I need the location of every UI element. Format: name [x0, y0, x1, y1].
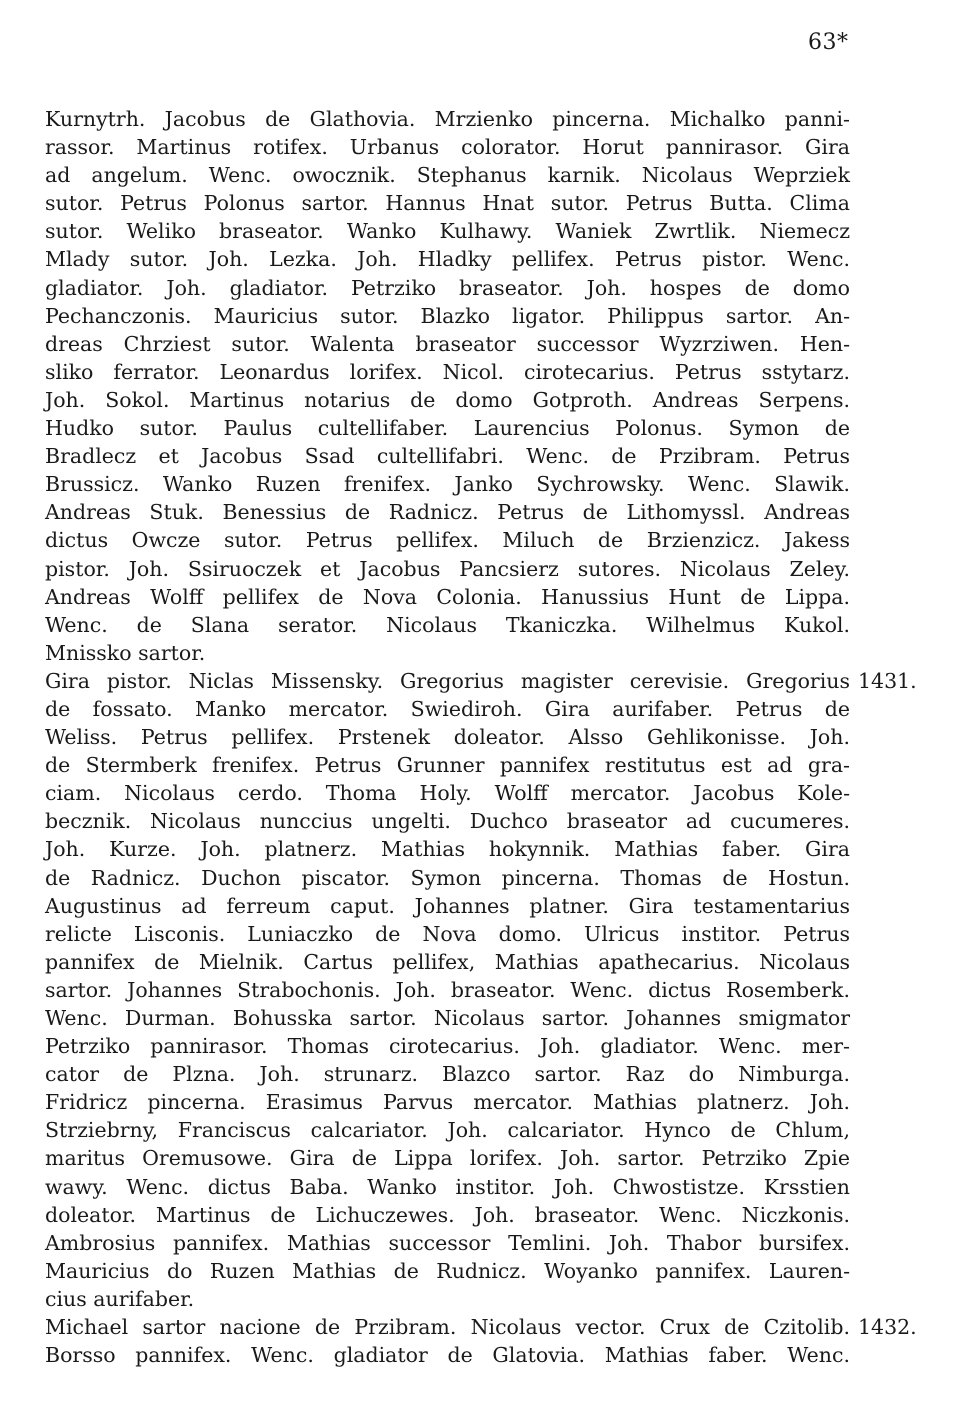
text-line [45, 217, 850, 245]
line-text: cius aurifaber. [45, 1286, 195, 1311]
text-line [45, 1257, 850, 1285]
text-line [45, 779, 850, 807]
text-line [45, 386, 850, 414]
line-text: dreas Chrziest sutor. Walenta braseator successor Wyzrziwen. Hen- [45, 331, 850, 356]
text-line [45, 470, 850, 498]
text-line [45, 807, 850, 835]
line-text: Wenc. de Slana serator. Nicolaus Tkaniczka. Wilhelmus Kukol. [45, 612, 850, 637]
line-text: Brussicz. Wanko Ruzen frenifex. Janko Sychrowsky. Wenc. Slawik. [45, 472, 850, 497]
line-text: relicte Lisconis. Luniaczko de Nova domo. Ulricus institor. Petrus [45, 921, 850, 946]
line-text: doleator. Martinus de Lichuczewes. Joh. braseator. Wenc. Niczkonis. [45, 1202, 850, 1227]
line-text: pannifex de Mielnik. Cartus pellifex, Mathias apathecarius. Nicolaus [45, 949, 850, 974]
line-text: rassor. Martinus rotifex. Urbanus colorator. Horut pannirasor. Gira [45, 135, 850, 160]
page-number: 63* [808, 30, 849, 55]
text-line [45, 639, 850, 667]
text-line [45, 751, 850, 779]
text-line [45, 1032, 850, 1060]
line-text: sutor. Petrus Polonus sartor. Hannus Hnat sutor. Petrus Butta. Clima [45, 191, 850, 216]
text-line [45, 723, 850, 751]
text-line [45, 864, 850, 892]
line-text: sutor. Weliko braseator. Wanko Kulhawy. Waniek Zwrtlik. Niemecz [45, 219, 850, 244]
margin-year: 1431. [858, 668, 917, 693]
line-text: sartor. Johannes Strabochonis. Joh. braseator. Wenc. dictus Rosemberk. [45, 977, 850, 1002]
line-text: Pechanczonis. Mauricius sutor. Blazko ligator. Philippus sartor. An- [45, 303, 850, 328]
text-line [45, 1341, 850, 1369]
text-line [45, 1285, 850, 1313]
line-text: Augustinus ad ferreum caput. Johannes platner. Gira testamentarius [45, 893, 850, 918]
text-line [45, 189, 850, 217]
text-line [45, 1313, 917, 1341]
line-text: Mlady sutor. Joh. Lezka. Joh. Hladky pellifex. Petrus pistor. Wenc. [45, 247, 850, 272]
line-text: Joh. Sokol. Martinus notarius de domo Gotproth. Andreas Serpens. [45, 387, 850, 412]
line-text: Petrziko pannirasor. Thomas cirotecarius. Joh. gladiator. Wenc. mer- [45, 1034, 850, 1059]
text-line [45, 611, 850, 639]
text-line [45, 1116, 850, 1144]
line-text: ciam. Nicolaus cerdo. Thoma Holy. Wolff mercator. Jacobus Kole- [45, 781, 850, 806]
text-line [45, 414, 850, 442]
text-line [45, 667, 917, 695]
line-text: Mauricius do Ruzen Mathias de Rudnicz. Woyanko pannifex. Lauren- [45, 1258, 850, 1283]
line-text: de Radnicz. Duchon piscator. Symon pincerna. Thomas de Hostun. [45, 865, 850, 890]
text-line [45, 442, 850, 470]
text-line [45, 105, 850, 133]
line-text: dictus Owcze sutor. Petrus pellifex. Miluch de Brzienzicz. Jakess [45, 528, 850, 553]
margin-year: 1432. [858, 1315, 917, 1340]
line-text: Weliss. Petrus pellifex. Prstenek doleator. Alsso Gehlikonisse. Joh. [45, 725, 850, 750]
text-line [45, 583, 850, 611]
text-line [45, 330, 850, 358]
text-line [45, 948, 850, 976]
text-line [45, 835, 850, 863]
line-text: cator de Plzna. Joh. strunarz. Blazco sartor. Raz do Nimburga. [45, 1062, 850, 1087]
line-text: Andreas Wolff pellifex de Nova Colonia. Hanussius Hunt de Lippa. [45, 584, 850, 609]
text-line [45, 1144, 850, 1172]
text-line [45, 1201, 850, 1229]
text-line [45, 1088, 850, 1116]
line-text: Joh. Kurze. Joh. platnerz. Mathias hokynnik. Mathias faber. Gira [45, 837, 850, 862]
text-line [45, 555, 850, 583]
text-line [45, 1004, 850, 1032]
text-line [45, 245, 850, 273]
line-text: Hudko sutor. Paulus cultellifaber. Laurencius Polonus. Symon de [45, 416, 850, 441]
text-line [45, 695, 850, 723]
line-text: Gira pistor. Niclas Missensky. Gregorius magister cerevisie. Gregorius [45, 668, 850, 693]
line-text: gladiator. Joh. gladiator. Petrziko braseator. Joh. hospes de domo [45, 275, 850, 300]
text-line [45, 161, 850, 189]
line-text: becznik. Nicolaus nunccius ungelti. Duchco braseator ad cucumeres. [45, 809, 850, 834]
text-line [45, 302, 850, 330]
text-line [45, 1060, 850, 1088]
line-text: Borsso pannifex. Wenc. gladiator de Glatovia. Mathias faber. Wenc. [45, 1343, 850, 1368]
text-line [45, 133, 850, 161]
text-line [45, 498, 850, 526]
text-line [45, 920, 850, 948]
line-text: pistor. Joh. Ssiruoczek et Jacobus Pancsierz sutores. Nicolaus Zeley. [45, 556, 850, 581]
line-text: ad angelum. Wenc. owocznik. Stephanus karnik. Nicolaus Weprziek [45, 163, 850, 188]
text-line [45, 1173, 850, 1201]
line-text: Ambrosius pannifex. Mathias successor Temlini. Joh. Thabor bursifex. [45, 1230, 850, 1255]
text-line [45, 892, 850, 920]
text-line [45, 274, 850, 302]
line-text: Fridricz pincerna. Erasimus Parvus mercator. Mathias platnerz. Joh. [45, 1090, 850, 1115]
text-line [45, 976, 850, 1004]
text-line [45, 358, 850, 386]
line-text: Kurnytrh. Jacobus de Glathovia. Mrzienko pincerna. Michalko panni- [45, 107, 850, 131]
text-line [45, 1229, 850, 1257]
line-text: Wenc. Durman. Bohusska sartor. Nicolaus sartor. Johannes smigmator [45, 1006, 850, 1030]
line-text: Bradlecz et Jacobus Ssad cultellifabri. Wenc. de Przibram. Petrus [45, 444, 850, 469]
text-line [45, 526, 850, 554]
line-text: wawy. Wenc. dictus Baba. Wanko institor. Joh. Chwostistze. Krsstien [45, 1174, 850, 1199]
document-body [45, 105, 917, 1369]
line-text: Andreas Stuk. Benessius de Radnicz. Petrus de Lithomyssl. Andreas [45, 500, 850, 525]
line-text: sliko ferrator. Leonardus lorifex. Nicol. cirotecarius. Petrus sstytarz. [45, 359, 850, 384]
line-text: Michael sartor nacione de Przibram. Nicolaus vector. Crux de Czitolib. [45, 1315, 850, 1340]
line-text: de fossato. Manko mercator. Swiediroh. Gira aurifaber. Petrus de [45, 696, 850, 721]
line-text: de Stermberk frenifex. Petrus Grunner pannifex restitutus est ad gra- [45, 753, 850, 778]
line-text: Mnissko sartor. [45, 640, 206, 665]
line-text: maritus Oremusowe. Gira de Lippa lorifex. Joh. sartor. Petrziko Zpie [45, 1146, 850, 1171]
line-text: Strziebrny, Franciscus calcariator. Joh. calcariator. Hynco de Chlum, [45, 1118, 850, 1143]
